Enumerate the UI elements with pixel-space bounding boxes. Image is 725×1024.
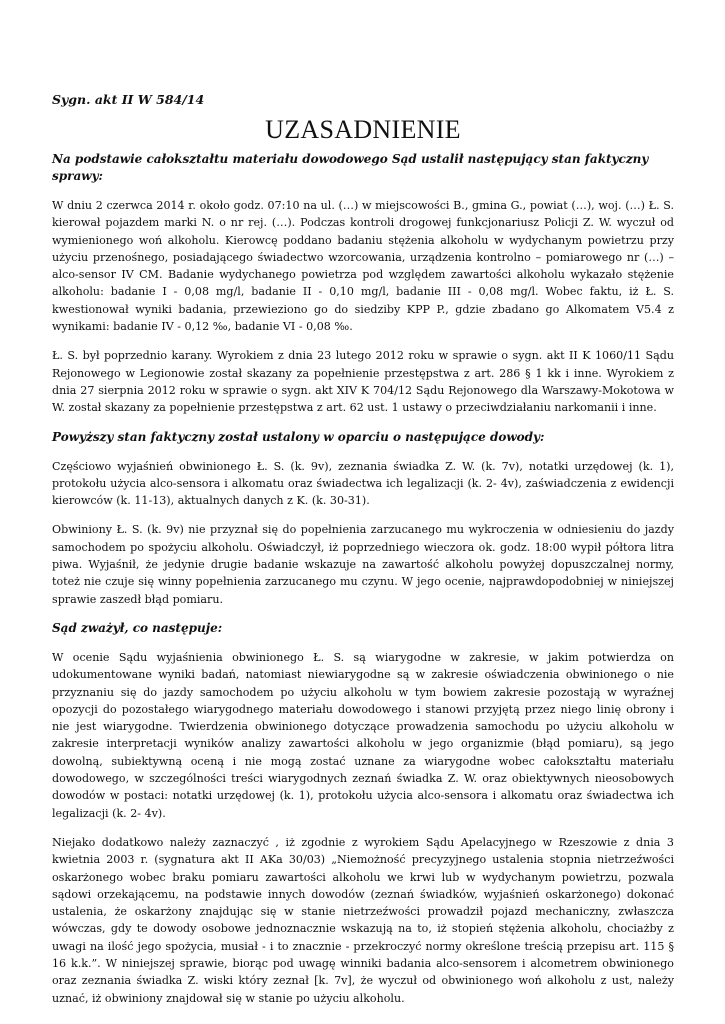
evidence-paragraph: Częściowo wyjaśnień obwinionego Ł. S. (k. 9v), zeznania świadka Z. W. (k. 7v), notatki urzędowej (k. 1), protokołu użycia alco-sensora i alkomatu oraz świadectwa ich legalizacji (k. 2- 4v), zaświadczenia z ewidencji kierowców (k. 11-13), aktualnych danych z K. (k. 30-31).	[52, 459, 674, 508]
document-title: UZASADNIENIE	[265, 115, 461, 144]
defendant-statement-paragraph: Obwiniony Ł. S. (k. 9v) nie przyznał się do popełnienia zarzucanego mu wykroczenia w odniesieniu do jazdy samochodem po spożyciu alkoholu. Oświadczył, iż poprzedniego wieczora ok. godz. 18:00 wypił półtora litra piwa. Wyjaśnił, że jedynie drugie badanie wskazuje na zawartość alkoholu powyżej dopuszczalnej normy, toteż nie czuje się winny popełnienia zarzucanego mu czynu. W jego ocenie, najprawdopodobniej w niniejszej sprawie zaszedł błąd pomiaru.	[52, 523, 674, 606]
document-page	[52, 92, 674, 1019]
evidence-heading: Powyższy stan faktyczny został ustalony w oparciu o następujące dowody:	[52, 429, 545, 444]
court-assessment-paragraph: W ocenie Sądu wyjaśnienia obwinionego Ł. S. są wiarygodne w zakresie, w jakim potwierdza on udokumentowane wyniki badań, natomiast niewiarygodne są w zakresie oświadczenia obwinionego o nie przyznaniu się do jazdy samochodem po użyciu alkoholu w tym bowiem zakresie pozostają w wyraźnej opozycji do pozostałego wiarygodnego materiału dowodowego i stanowi przyjętą przez niego linię obrony i nie jest wiarygodne. Twierdzenia obwinionego dotyczące prowadzenia samochodu po użyciu alkoholu w zakresie interpretacji wyników analizy zawartości alkoholu w jego organizmie (błąd pomiaru), są jego dowolną, subiektywną oceną i nie mogą zostać uznane za wiarygodne wobec całokształtu materiału dowodowego, w szczególności treści wiarygodnych zeznań świadka Z. W. oraz obiektywnych nieosobowych dowodów w postaci: notatki urzędowej (k. 1), protokołu użycia alco-sensora i alkomatu oraz świadectwa ich legalizacji (k. 2- 4v).	[52, 650, 674, 820]
facts-paragraph: W dniu 2 czerwca 2014 r. około godz. 07:10 na ul. (…) w miejscowości B., gmina G., powiat (…), woj. (…) Ł. S. kierował pojazdem marki N. o nr rej. (…). Podczas kontroli drogowej funkcjonariusz Policji Z. W. wyczuł od wymienionego woń alkoholu. Kierowcę poddano badaniu stężenia alkoholu w wydychanym powietrzu przy użyciu przenośnego, posiadającego świadectwo wzorcowania, urządzenia kontrolno – pomiarowego nr (…) – alco-sensor IV CM. Badanie wydychanego powietrza pod względem zawartości alkoholu wykazało stężenie alkoholu: badanie I - 0,08 mg/l, badanie II - 0,10 mg/l, badanie III - 0,08 mg/l. Wobec faktu, iż Ł. S. kwestionował wyniki badania, przewieziono go do siedziby KPP P., gdzie zbadano go Alkomatem V5.4 z wynikami: badanie IV - 0,12 ‰, badanie VI - 0,08 ‰.	[52, 199, 674, 334]
court-considered-heading: Sąd zważył, co następuje:	[52, 620, 223, 635]
case-signature: Sygn. akt II W 584/14	[52, 92, 205, 107]
facts-heading: Na podstawie całokształtu materiału dowodowego Sąd ustalił następujący stan faktyczny sprawy:	[52, 152, 649, 183]
appellate-citation-paragraph: Niejako dodatkowo należy zaznaczyć , iż zgodnie z wyrokiem Sądu Apelacyjnego w Rzeszowie z dnia 3 kwietnia 2003 r. (sygnatura akt II AKa 30/03) „Niemożność precyzyjnego ustalenia stopnia nietrzeźwości oskarżonego wobec braku pomiaru zawartości alkoholu we krwi lub w wydychanym powietrzu, pozwala sądowi orzekającemu, na podstawie innych dowodów (zeznań świadków, wyjaśnień oskarżonego) dokonać ustalenia, że oskarżony znajdując się w stanie nietrzeźwości prowadził pojazd mechaniczny, zwłaszcza wówczas, gdy te dowody osobowe jednoznacznie wskazują na to, iż stopień stężenia alkoholu, chociażby z uwagi na ilość jego spożycia, musiał - i to znacznie - przekroczyć normy określone treścią przepisu art. 115 § 16 k.k.”. W niniejszej sprawie, biorąc pod uwagę winniki badania alco-sensorem i alcometrem obwinionego oraz zeznania świadka Z. wiski który zeznał [k. 7v], że wyczuł od obwinionego woń alkoholu z ust, należy uznać, iż obwiniony znajdował się w stanie po użyciu alkoholu.	[52, 835, 674, 1005]
criminal-record-paragraph: Ł. S. był poprzednio karany. Wyrokiem z dnia 23 lutego 2012 roku w sprawie o sygn. akt II K 1060/11 Sądu Rejonowego w Legionowie został skazany za popełnienie przestępstwa z art. 286 § 1 kk i inne. Wyrokiem z dnia 27 sierpnia 2012 roku w sprawie o sygn. akt XIV K 704/12 Sądu Rejonowego dla Warszawy-Mokotowa w W. został skazany za popełnienie przestępstwa z art. 62 ust. 1 ustawy o przeciwdziałaniu narkomanii i inne.	[52, 349, 674, 415]
